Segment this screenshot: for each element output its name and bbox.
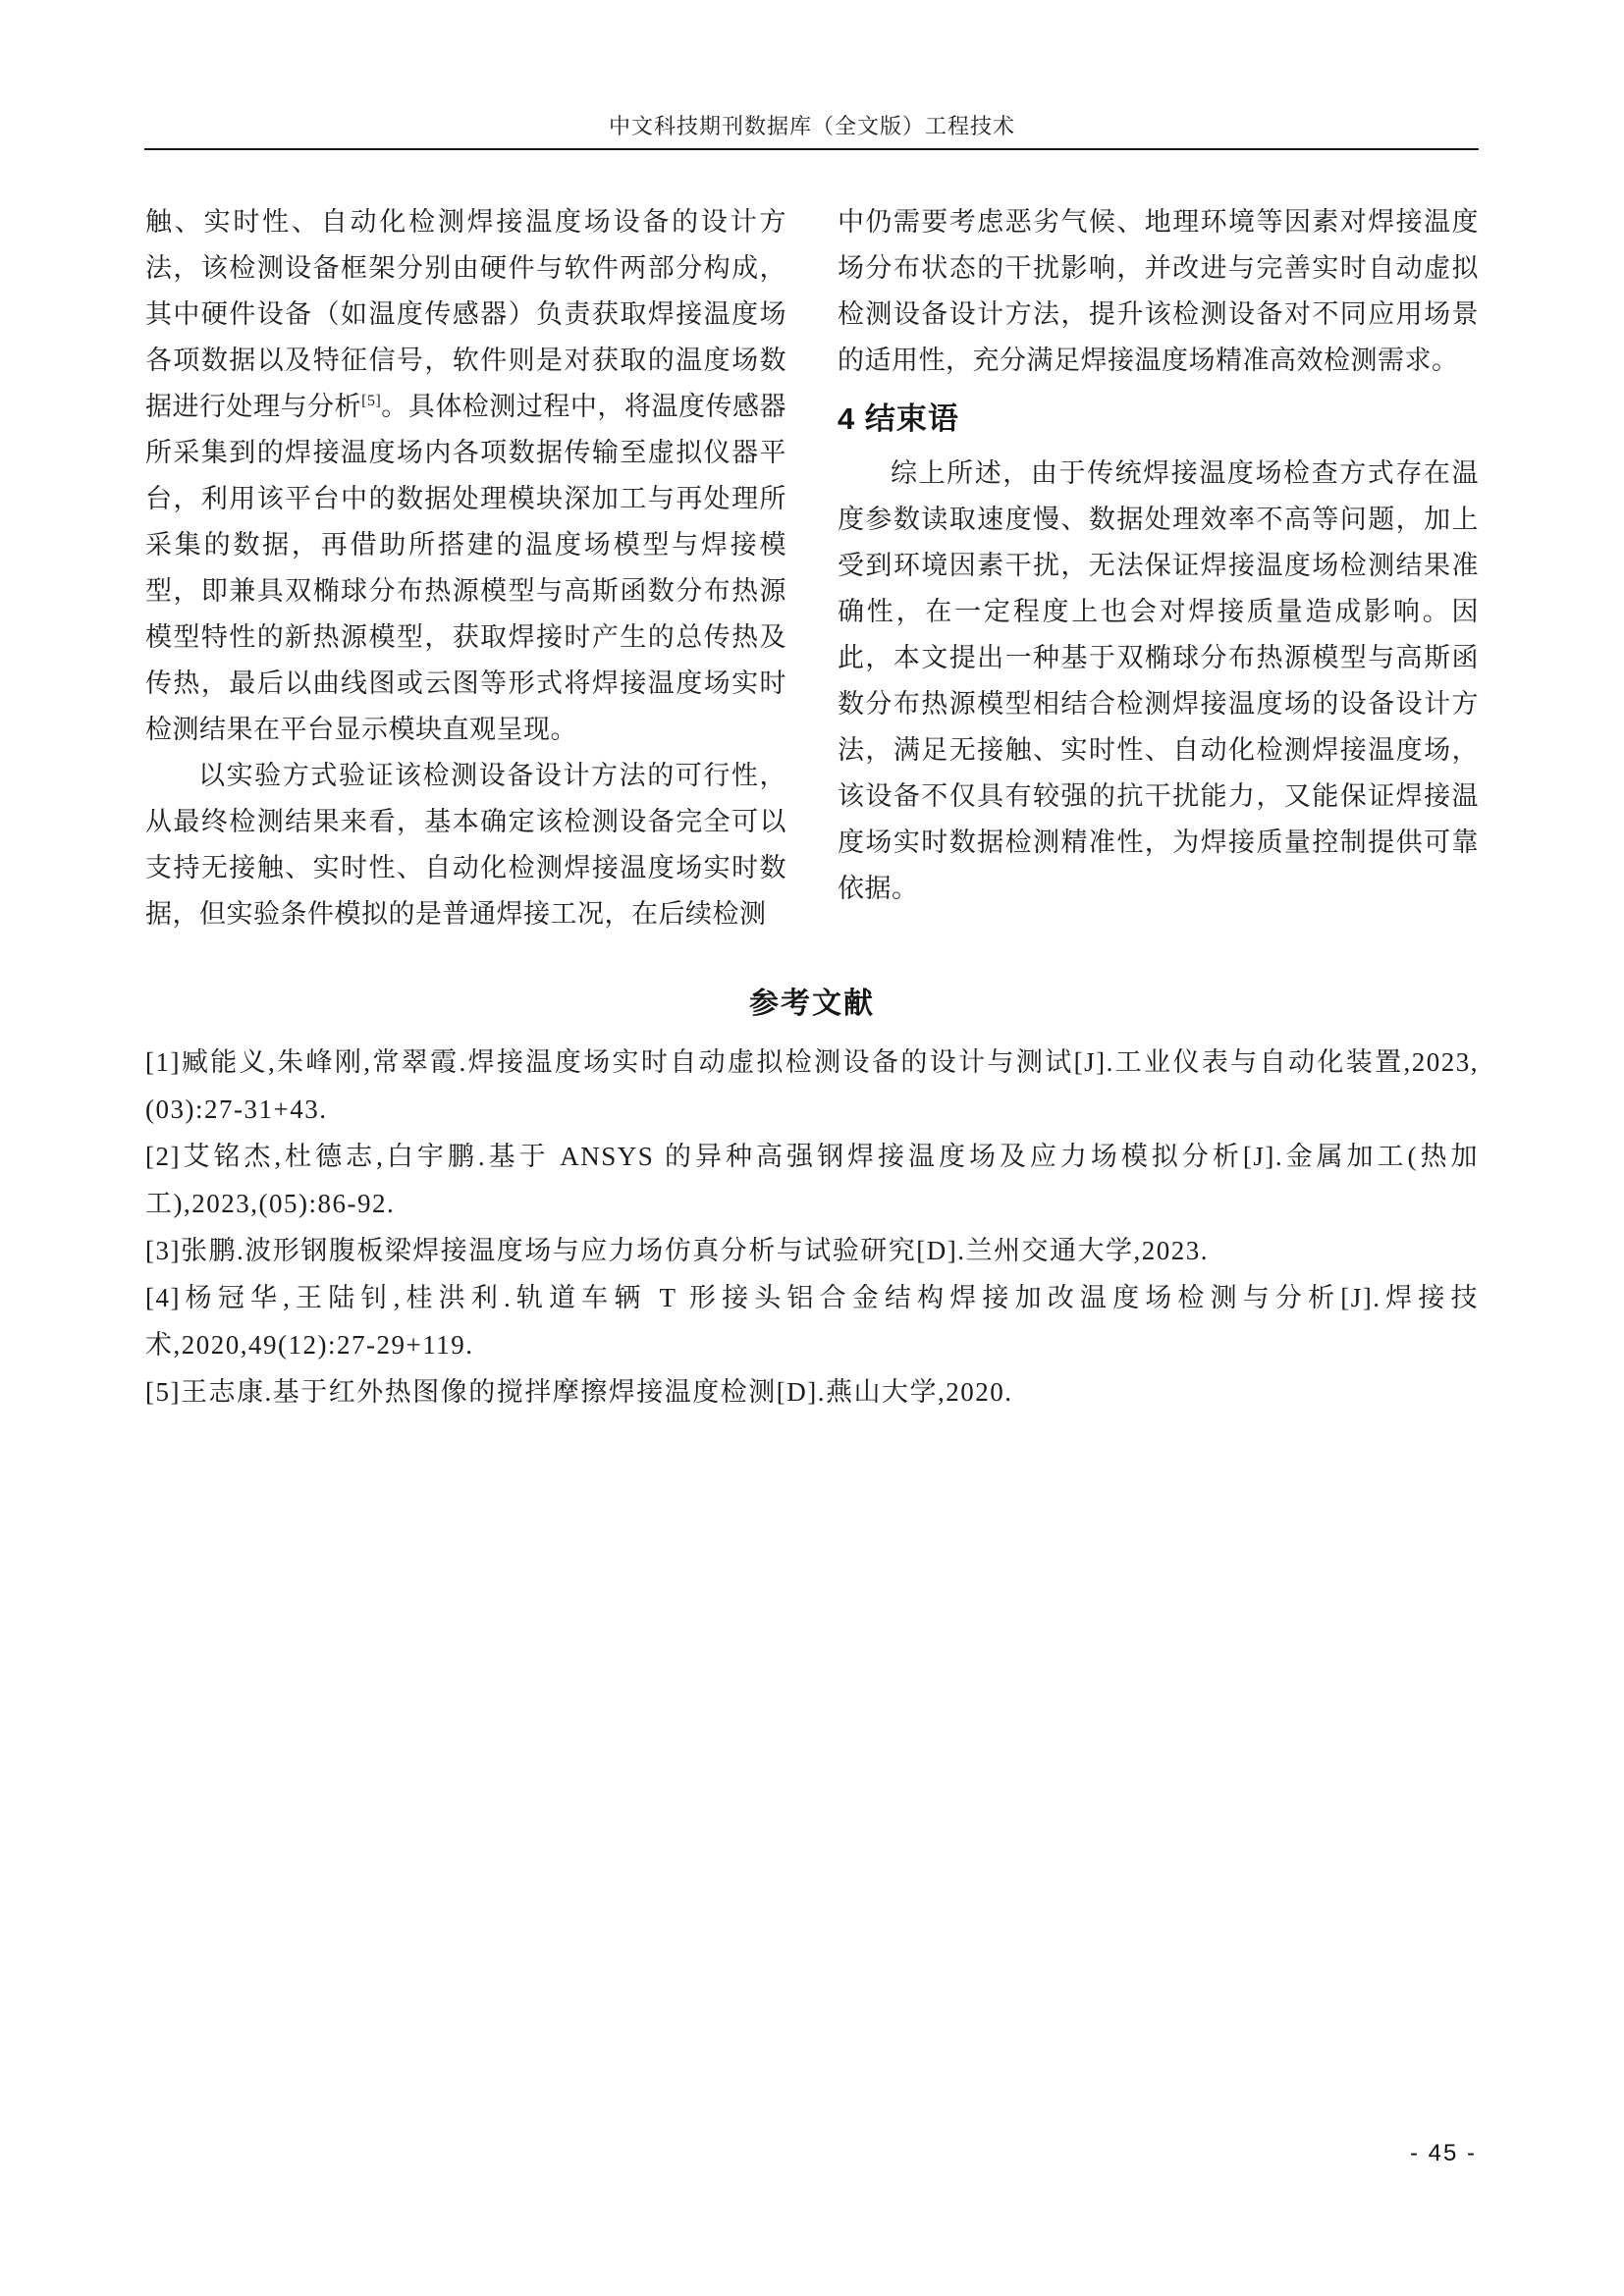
reference-item-5: [5]王志康.基于红外热图像的搅拌摩擦焊接温度检测[D].燕山大学,2020. xyxy=(145,1377,1013,1407)
right-column xyxy=(838,199,1479,937)
left-paragraph-1 xyxy=(145,199,786,753)
left-column xyxy=(145,199,786,937)
references-heading: 参考文献 xyxy=(749,988,875,1020)
reference-item-2: [2]艾铭杰,杜德志,白宇鹏.基于 ANSYS 的异种高强钢焊接温度场及应力场模拟分析[J].金属加工(热加工),2023,(05):86-92. xyxy=(145,1142,1479,1218)
right-paragraph-1: 中仍需要考虑恶劣气候、地理环境等因素对焊接温度场分布状态的干扰影响，并改进与完善实时自动虚拟检测设备设计方法，提升该检测设备对不同应用场景的适用性，充分满足焊接温度场精准高效检测需求。 xyxy=(838,207,1479,375)
reference-item-4: [4]杨冠华,王陆钊,桂洪利.轨道车辆 T 形接头铝合金结构焊接加改温度场检测与分析[J].焊接技术,2020,49(12):27-29+119. xyxy=(145,1283,1479,1360)
page-number: - 45 - xyxy=(1409,2140,1477,2166)
citation-superscript-5: [5] xyxy=(361,393,382,409)
left-paragraph-1-continued: 。具体检测过程中，将温度传感器所采集到的焊接温度场内各项数据传输至虚拟仪器平台，利用该平台中的数据处理模块深加工与再处理所采集的数据，再借助所搭建的温度场模型与焊接模型，即兼具双椭球分布热源模型与高斯函数分布热源模型特性的新热源模型，获取焊接时产生的总传热及传热，最后以曲线图或云图等形式将焊接温度场实时检测结果在平台显示模块直观呈现。 xyxy=(145,392,787,744)
right-paragraph-2: 综上所述，由于传统焊接温度场检查方式存在温度参数读取速度慢、数据处理效率不高等问题，加上受到环境因素干扰，无法保证焊接温度场检测结果准确性，在一定程度上也会对焊接质量造成影响。因此，本文提出一种基于双椭球分布热源模型与高斯函数分布热源模型相结合检测焊接温度场的设备设计方法，满足无接触、实时性、自动化检测焊接温度场，该设备不仅具有较强的抗干扰能力，又能保证焊接温度场实时数据检测精准性，为焊接质量控制提供可靠依据。 xyxy=(838,458,1479,903)
references-section xyxy=(145,984,1479,1415)
journal-header-title: 中文科技期刊数据库（全文版）工程技术 xyxy=(608,114,1015,138)
header-divider-rule xyxy=(144,148,1479,150)
two-column-body xyxy=(145,199,1479,937)
reference-item-3: [3]张鹏.波形钢腹板梁焊接温度场与应力场仿真分析与试验研究[D].兰州交通大学,2023. xyxy=(145,1236,1209,1265)
left-paragraph-2: 以实验方式验证该检测设备设计方法的可行性，从最终检测结果来看，基本确定该检测设备完全可以支持无接触、实时性、自动化检测焊接温度场实时数据，但实验条件模拟的是普通焊接工况，在后续检测 xyxy=(145,761,786,929)
left-paragraph-1-text: 触、实时性、自动化检测焊接温度场设备的设计方法，该检测设备框架分别由硬件与软件两部分构成，其中硬件设备（如温度传感器）负责获取焊接温度场各项数据以及特征信号，软件则是对获取的温度场数据进行处理与分析 xyxy=(145,207,786,421)
reference-item-1: [1]臧能义,朱峰刚,常翠霞.焊接温度场实时自动虚拟检测设备的设计与测试[J].工业仪表与自动化装置,2023,(03):27-31+43. xyxy=(145,1047,1479,1124)
section-heading-conclusion: 4 结束语 xyxy=(838,401,959,436)
